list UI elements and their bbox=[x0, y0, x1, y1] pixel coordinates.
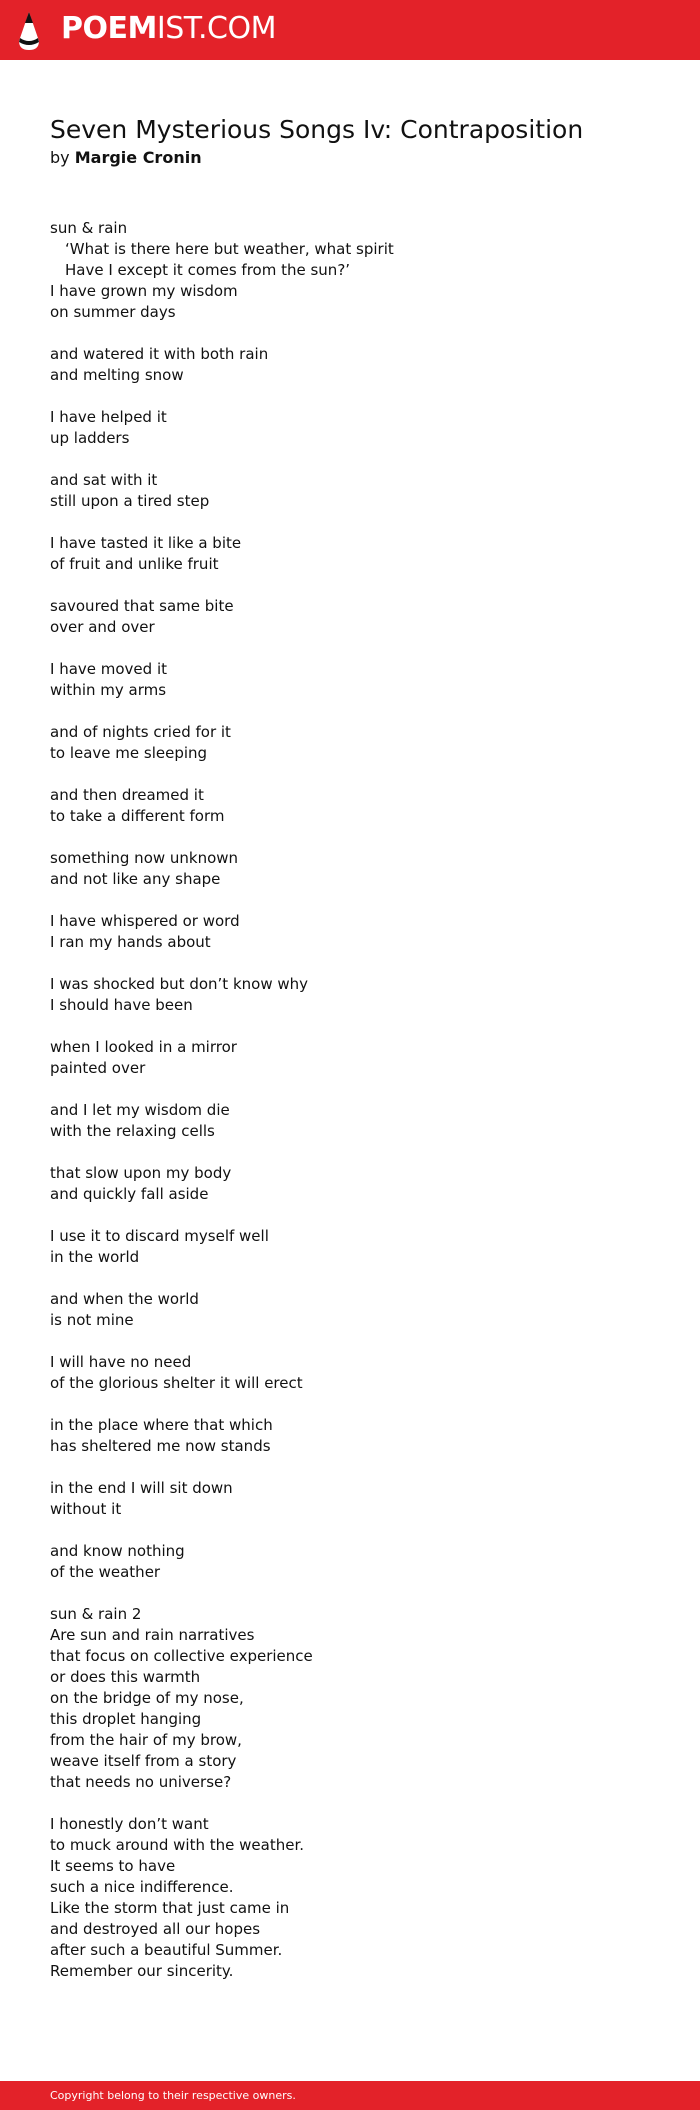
poem-line: I should have been bbox=[50, 996, 193, 1014]
poem-line: I honestly don’t want bbox=[50, 1815, 209, 1833]
poem-line: still upon a tired step bbox=[50, 492, 210, 510]
poem-stanza bbox=[50, 1814, 394, 1982]
poem-line: painted over bbox=[50, 1059, 146, 1077]
poem-stanza bbox=[50, 1226, 394, 1268]
poem-stanza bbox=[50, 1604, 394, 1793]
poem-line: I was shocked but don’t know why bbox=[50, 975, 309, 993]
poem-line: I have whispered or word bbox=[50, 912, 240, 930]
poem-line: and melting snow bbox=[50, 366, 184, 384]
poem-line: I use it to discard myself well bbox=[50, 1227, 269, 1245]
poem-stanza bbox=[50, 533, 394, 575]
poem-stanza bbox=[50, 407, 394, 449]
poem-line: weave itself from a story bbox=[50, 1752, 237, 1770]
poem-line: within my arms bbox=[50, 681, 167, 699]
site-logo-text bbox=[61, 11, 276, 47]
author-link[interactable]: Margie Cronin bbox=[74, 148, 202, 167]
poem-body bbox=[50, 218, 394, 2003]
poem-line: sun & rain 2 bbox=[50, 1605, 142, 1623]
poem-line: with the relaxing cells bbox=[50, 1122, 215, 1140]
poem-line: and destroyed all our hopes bbox=[50, 1920, 261, 1938]
poem-stanza bbox=[50, 1100, 394, 1142]
poem-line: this droplet hanging bbox=[50, 1710, 202, 1728]
poem-stanza bbox=[50, 722, 394, 764]
poem-stanza bbox=[50, 1415, 394, 1457]
poem-line: and watered it with both rain bbox=[50, 345, 269, 363]
poem-line: Remember our sincerity. bbox=[50, 1962, 234, 1980]
poem-line: that needs no universe? bbox=[50, 1773, 232, 1791]
poem-line: Are sun and rain narratives bbox=[50, 1626, 255, 1644]
poem-line: sun & rain bbox=[50, 219, 128, 237]
poem-stanza bbox=[50, 1289, 394, 1331]
poem-stanza bbox=[50, 974, 394, 1016]
logo-text-light: IST.COM bbox=[156, 11, 276, 46]
site-header bbox=[0, 0, 700, 60]
logo-text-bold: POEM bbox=[61, 11, 157, 46]
poem-line: without it bbox=[50, 1500, 122, 1518]
poem-line: of the weather bbox=[50, 1563, 161, 1581]
poem-stanza bbox=[50, 1352, 394, 1394]
poem-stanza bbox=[50, 344, 394, 386]
poem-stanza bbox=[50, 1037, 394, 1079]
pencil-tip-icon bbox=[16, 11, 42, 51]
poem-stanza bbox=[50, 785, 394, 827]
poem-line: something now unknown bbox=[50, 849, 239, 867]
poem-line: on summer days bbox=[50, 303, 176, 321]
poem-stanza bbox=[50, 1163, 394, 1205]
poem-line: is not mine bbox=[50, 1311, 134, 1329]
poem-stanza bbox=[50, 218, 394, 323]
poem-line: up ladders bbox=[50, 429, 130, 447]
poem-line: and when the world bbox=[50, 1290, 199, 1308]
poem-line: in the world bbox=[50, 1248, 140, 1266]
poem-line: when I looked in a mirror bbox=[50, 1038, 237, 1056]
poem-line: I will have no need bbox=[50, 1353, 192, 1371]
poem-byline bbox=[50, 147, 202, 169]
poem-stanza bbox=[50, 596, 394, 638]
poem-line: of fruit and unlike fruit bbox=[50, 555, 219, 573]
poem-line: Have I except it comes from the sun?’ bbox=[65, 261, 351, 279]
poem-line: Like the storm that just came in bbox=[50, 1899, 290, 1917]
poem-line: that slow upon my body bbox=[50, 1164, 232, 1182]
poem-line: I have moved it bbox=[50, 660, 167, 678]
poem-stanza bbox=[50, 1478, 394, 1520]
poem-stanza bbox=[50, 1541, 394, 1583]
poem-line: that focus on collective experience bbox=[50, 1647, 313, 1665]
poem-line: such a nice indifference. bbox=[50, 1878, 234, 1896]
poem-line: over and over bbox=[50, 618, 155, 636]
poem-line: savoured that same bite bbox=[50, 597, 234, 615]
poem-line: to leave me sleeping bbox=[50, 744, 208, 762]
poem-line: after such a beautiful Summer. bbox=[50, 1941, 283, 1959]
poem-line: and know nothing bbox=[50, 1542, 185, 1560]
poem-line: to muck around with the weather. bbox=[50, 1836, 304, 1854]
poem-line: I have tasted it like a bite bbox=[50, 534, 242, 552]
poem-stanza bbox=[50, 659, 394, 701]
poem-line: and then dreamed it bbox=[50, 786, 204, 804]
poem-line: and not like any shape bbox=[50, 870, 221, 888]
poem-line: in the place where that which bbox=[50, 1416, 273, 1434]
poem-line: and I let my wisdom die bbox=[50, 1101, 230, 1119]
poem-line: ‘What is there here but weather, what spirit bbox=[65, 240, 394, 258]
poem-line: on the bridge of my nose, bbox=[50, 1689, 244, 1707]
poem-stanza bbox=[50, 848, 394, 890]
copyright-text: Copyright belong to their respective owners. bbox=[50, 2089, 296, 2102]
poem-line: from the hair of my brow, bbox=[50, 1731, 242, 1749]
poem-line: and of nights cried for it bbox=[50, 723, 231, 741]
poem-line: to take a different form bbox=[50, 807, 225, 825]
poem-line: It seems to have bbox=[50, 1857, 176, 1875]
by-label: by bbox=[50, 148, 70, 167]
site-footer bbox=[0, 2081, 700, 2110]
poem-line: has sheltered me now stands bbox=[50, 1437, 271, 1455]
poem-line: and quickly fall aside bbox=[50, 1185, 209, 1203]
poem-title: Seven Mysterious Songs Iv: Contraposition bbox=[50, 115, 584, 144]
poem-line: I have helped it bbox=[50, 408, 167, 426]
poem-stanza bbox=[50, 470, 394, 512]
poem-line: of the glorious shelter it will erect bbox=[50, 1374, 303, 1392]
poem-line: and sat with it bbox=[50, 471, 158, 489]
poem-line: I ran my hands about bbox=[50, 933, 211, 951]
poem-stanza bbox=[50, 911, 394, 953]
poem-line: or does this warmth bbox=[50, 1668, 201, 1686]
poem-line: in the end I will sit down bbox=[50, 1479, 233, 1497]
poem-line: I have grown my wisdom bbox=[50, 282, 238, 300]
